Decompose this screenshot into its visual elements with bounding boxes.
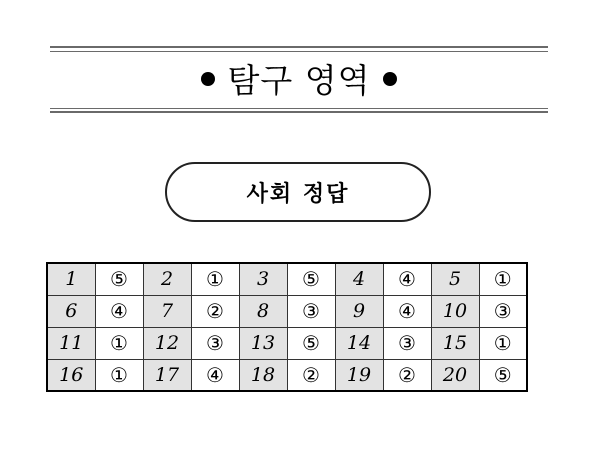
question-number: 15 [431,327,479,359]
answer-choice: ① [191,263,239,295]
question-number: 16 [47,359,95,391]
answer-choice: ③ [191,327,239,359]
answer-choice: ③ [383,327,431,359]
answer-choice: ① [479,327,527,359]
bullet-left-icon [201,72,215,86]
answer-choice: ④ [191,359,239,391]
answer-choice: ② [383,359,431,391]
answer-choice: ① [95,327,143,359]
question-number: 20 [431,359,479,391]
question-number: 4 [335,263,383,295]
answer-choice: ⑤ [479,359,527,391]
question-number: 1 [47,263,95,295]
answer-choice: ① [95,359,143,391]
header-bottom-rule-thin [50,108,548,109]
answer-choice: ⑤ [95,263,143,295]
answer-choice: ③ [287,295,335,327]
answer-choice: ④ [383,295,431,327]
question-number: 3 [239,263,287,295]
table-row [47,295,527,327]
question-number: 19 [335,359,383,391]
question-number: 11 [47,327,95,359]
section-label-box [165,162,431,222]
section-label: 사회 정답 [246,181,350,207]
answer-choice: ② [191,295,239,327]
answer-choice: ④ [95,295,143,327]
answer-table [46,262,528,392]
table-row [47,263,527,295]
answer-choice: ③ [479,295,527,327]
answer-choice: ① [479,263,527,295]
question-number: 9 [335,295,383,327]
question-number: 7 [143,295,191,327]
page-title-text: 탐구 영역 [227,60,371,100]
question-number: 10 [431,295,479,327]
question-number: 6 [47,295,95,327]
table-row [47,327,527,359]
question-number: 5 [431,263,479,295]
answer-choice: ④ [383,263,431,295]
bullet-right-icon [383,72,397,86]
answer-choice: ⑤ [287,263,335,295]
question-number: 8 [239,295,287,327]
answer-choice: ② [287,359,335,391]
header-top-rule-thick [50,46,548,48]
question-number: 12 [143,327,191,359]
question-number: 17 [143,359,191,391]
header-bottom-rule-thick [50,111,548,113]
answer-choice: ⑤ [287,327,335,359]
question-number: 2 [143,263,191,295]
table-row [47,359,527,391]
question-number: 13 [239,327,287,359]
page-title [50,50,548,106]
question-number: 14 [335,327,383,359]
question-number: 18 [239,359,287,391]
